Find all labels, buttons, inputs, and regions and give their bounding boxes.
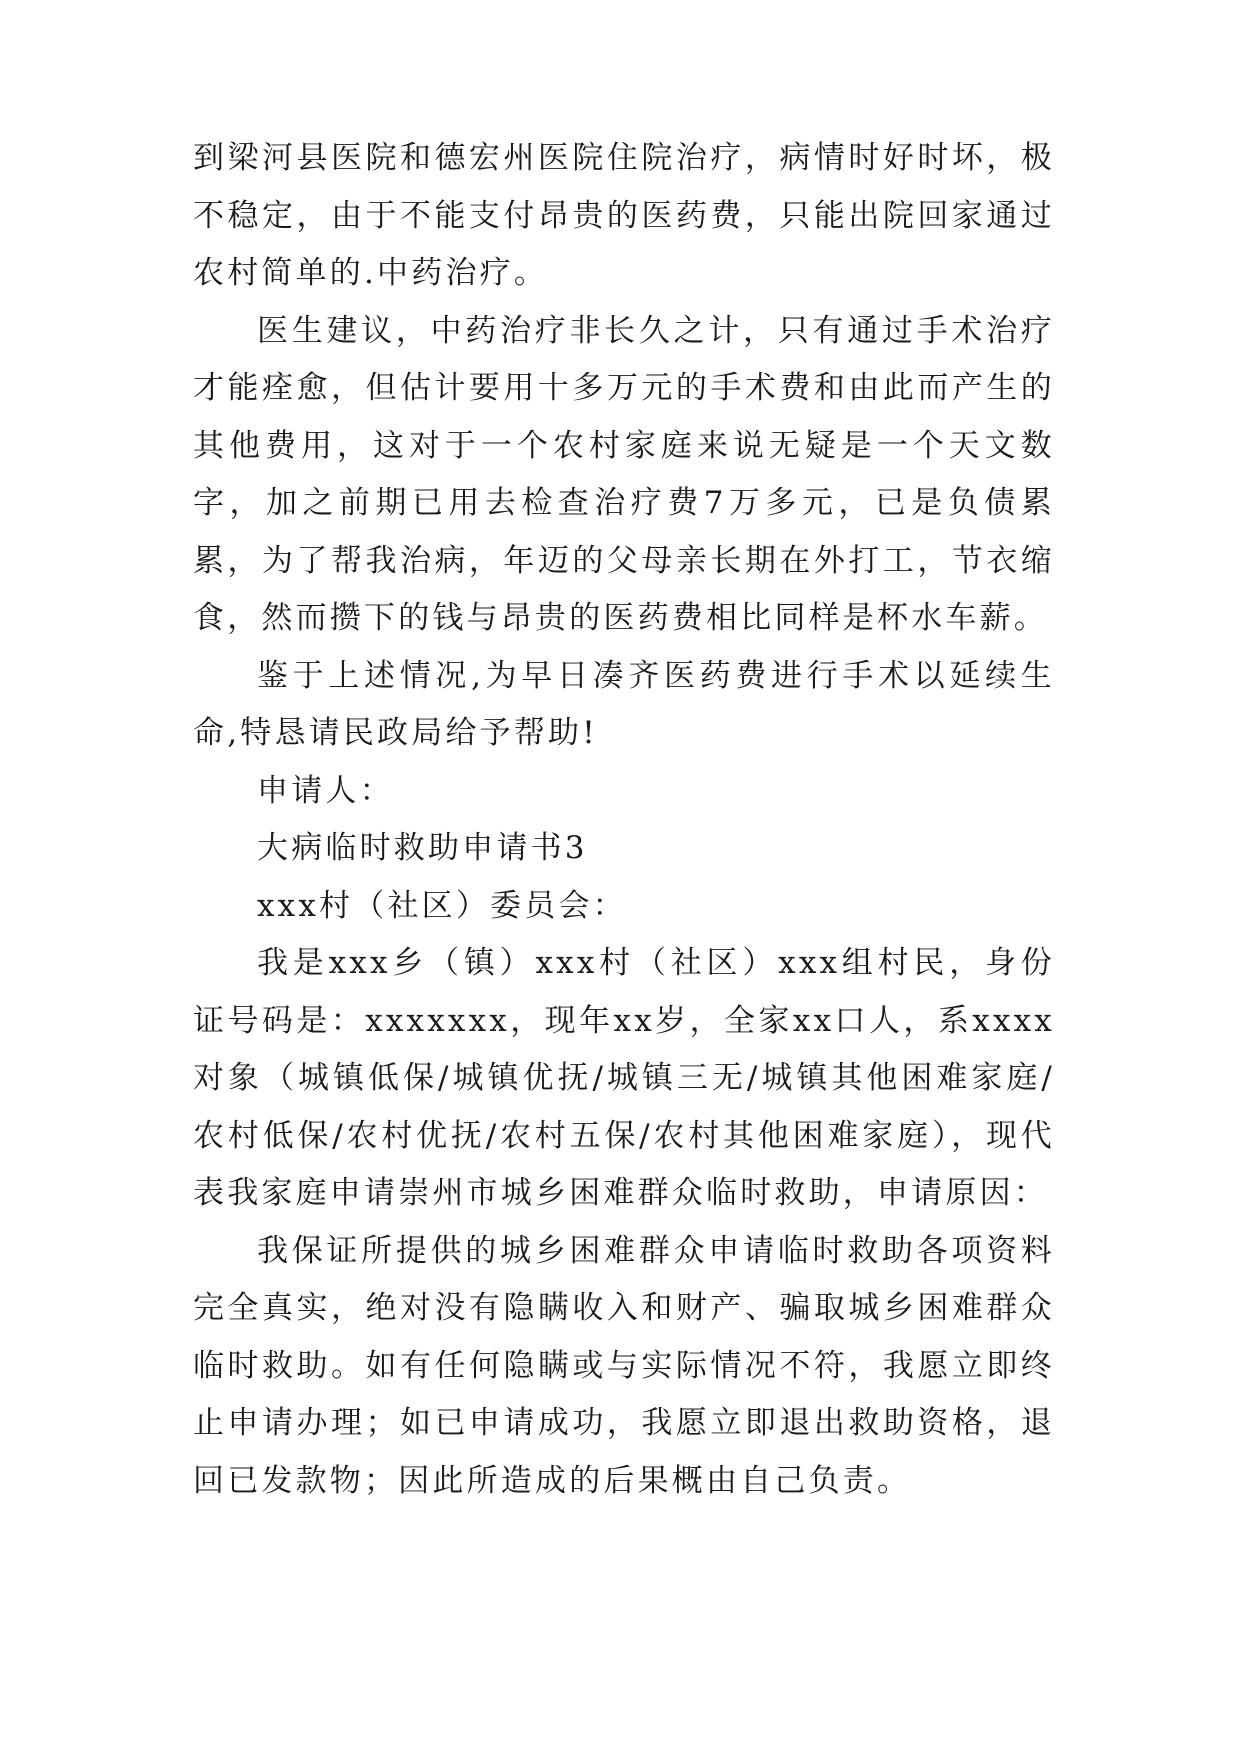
paragraph-applicant-info: 我是xxx乡（镇）xxx村（社区）xxx组村民，身份证号码是：xxxxxxx，现年xx岁，全家xx口人，系xxxx对象（城镇低保/城镇优抚/城镇三无/城镇其他困难家庭/农村低保/农村优抚/农村五保/农村其他困难家庭），现代表我家庭申请崇州市城乡困难群众临时救助，申请原因： bbox=[193, 945, 1055, 1211]
paragraph-guarantee: 我保证所提供的城乡困难群众申请临时救助各项资料完全真实，绝对没有隐瞒收入和财产、骗取城乡困难群众临时救助。如有任何隐瞒或与实际情况不符，我愿立即终止申请办理；如已申请成功，我愿立即退出救助资格，退回已发款物；因此所造成的后果概由自己负责。 bbox=[193, 1232, 1055, 1499]
paragraph-request: 鉴于上述情况,为早日凑齐医药费进行手术以延续生命,特恳请民政局给予帮助! bbox=[193, 657, 1055, 751]
document-page bbox=[193, 130, 1055, 1510]
paragraph-continuation: 到梁河县医院和德宏州医院住院治疗，病情时好时坏，极不稳定，由于不能支付昂贵的医药费，只能出院回家通过农村简单的.中药治疗。 bbox=[193, 140, 1055, 291]
applicant-label: 申请人： bbox=[257, 772, 394, 809]
paragraph-doctor-advice: 医生建议，中药治疗非长久之计，只有通过手术治疗才能痊愈，但估计要用十多万元的手术费和由此而产生的其他费用，这对于一个农村家庭来说无疑是一个天文数字，加之前期已用去检查治疗费7万多元，已是负债累累，为了帮我治病，年迈的父母亲长期在外打工，节衣缩食，然而攒下的钱与昂贵的医药费相比同样是杯水车薪。 bbox=[193, 312, 1055, 636]
document-heading: 大病临时救助申请书3 bbox=[257, 830, 588, 866]
addressee: xxx村（社区）委员会： bbox=[257, 887, 627, 924]
